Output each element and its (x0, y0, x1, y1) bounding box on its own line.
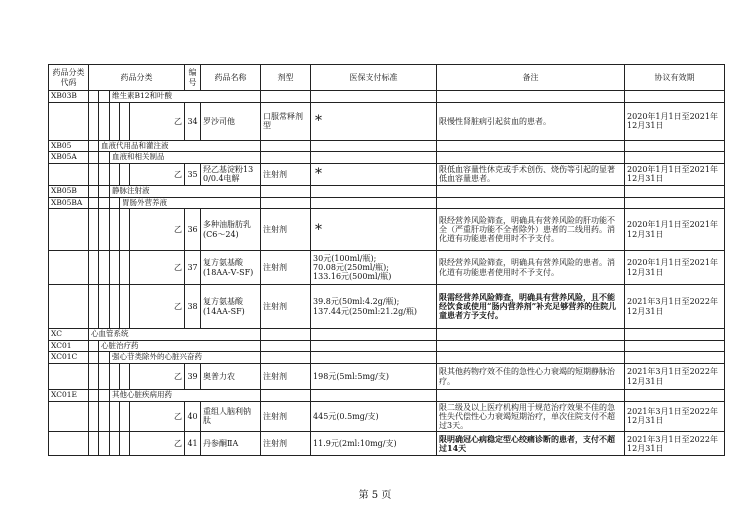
form-cell: 注射剂 (261, 285, 311, 329)
category-label: 维生素B12和叶酸 (110, 91, 261, 103)
grade-cell: 乙 (130, 163, 185, 185)
drug-name-cell: 多种油脂肪乳(C6～24) (201, 209, 261, 251)
period-cell: 2020年1月1日至2021年12月31日 (625, 163, 725, 185)
form-cell: 注射剂 (261, 401, 311, 432)
grade-cell: 乙 (130, 364, 185, 390)
form-cell: 注射剂 (261, 364, 311, 390)
grade-cell: 乙 (130, 285, 185, 329)
category-code: XB05B (49, 185, 89, 197)
header-price: 医保支付标准 (311, 65, 437, 91)
grade-cell: 乙 (130, 401, 185, 432)
header-period: 协议有效期 (625, 65, 725, 91)
category-label: 血液和相关制品 (110, 152, 261, 164)
num-cell: 40 (185, 401, 201, 432)
drug-name-cell: 羟乙基淀粉130/0.4电解 (201, 163, 261, 185)
category-code: XC (49, 329, 89, 341)
drug-name-cell: 奥普力农 (201, 364, 261, 390)
note-cell: 限明确冠心病稳定型心绞痛诊断的患者，支付不超过14天 (437, 432, 625, 456)
price-cell: 11.9元(2ml:10mg/支) (311, 432, 437, 456)
drug-row (49, 401, 725, 432)
category-code: XB03B (49, 91, 89, 103)
category-row (49, 390, 725, 402)
category-code: XB05A (49, 152, 89, 164)
form-cell: 口服常释剂型 (261, 102, 311, 140)
grade-cell: 乙 (130, 102, 185, 140)
period-cell: 2020年1月1日至2021年12月31日 (625, 209, 725, 251)
num-cell: 35 (185, 163, 201, 185)
drug-list-table (48, 64, 725, 456)
price-line: 137.44元(250ml:21.2g/瓶) (313, 306, 418, 316)
header-name: 药品名称 (201, 65, 261, 91)
price-line: 133.16元(500ml/瓶) (313, 272, 392, 282)
num-cell: 41 (185, 432, 201, 456)
note-cell: 限低血容量性休克或手术创伤、烧伤等引起的显著低血容量患者。 (437, 163, 625, 185)
drug-table-sheet (48, 64, 724, 460)
category-row (49, 185, 725, 197)
category-label: 血液代用品和灌注液 (99, 140, 261, 152)
category-code: XB05BA (49, 197, 89, 209)
category-label: 其他心脏疾病用药 (110, 390, 261, 402)
category-label: 胃肠外营养液 (120, 197, 261, 209)
category-row (49, 340, 725, 352)
price-line: 30元(100ml/瓶); (313, 253, 377, 263)
period-cell: 2020年1月1日至2021年12月31日 (625, 251, 725, 285)
price-cell: * (311, 163, 437, 185)
header-row (49, 65, 725, 91)
page-number: 第 5 页 (358, 490, 392, 501)
category-label: 强心苷类除外的心脏兴奋药 (110, 352, 261, 364)
note-cell: 限慢性肾脏病引起贫血的患者。 (437, 102, 625, 140)
drug-row (49, 163, 725, 185)
category-label: 心血管系统 (89, 329, 261, 341)
header-num: 编号 (185, 65, 201, 91)
drug-name-cell: 复方氨基酸(18AA-Ⅴ-SF) (201, 251, 261, 285)
price-line: 39.8元(50ml:4.2g/瓶); (313, 297, 400, 307)
period-cell: 2021年3月1日至2022年12月31日 (625, 285, 725, 329)
price-cell (311, 285, 437, 329)
period-cell: 2020年1月1日至2021年12月31日 (625, 102, 725, 140)
category-label: 心脏治疗药 (99, 340, 261, 352)
drug-name-cell: 罗沙司他 (201, 102, 261, 140)
price-cell: * (311, 102, 437, 140)
period-cell: 2021年3月1日至2022年12月31日 (625, 401, 725, 432)
note-cell: 限经营养风险筛查，明确具有营养风险的肝功能不全（严重肝功能不全者除外）患者的二线用药。消化道有功能患者使用时不予支付。 (437, 209, 625, 251)
header-category: 药品分类 (89, 65, 185, 91)
form-cell: 注射剂 (261, 432, 311, 456)
drug-name-cell: 复方氨基酸(14AA-SF) (201, 285, 261, 329)
num-cell: 38 (185, 285, 201, 329)
grade-cell: 乙 (130, 251, 185, 285)
price-cell: 445元(0.5mg/支) (311, 401, 437, 432)
category-row (49, 329, 725, 341)
form-cell: 注射剂 (261, 251, 311, 285)
note-cell: 限经营养风险筛查，明确具有营养风险的患者。消化道有功能患者使用时不予支付。 (437, 251, 625, 285)
category-code: XC01C (49, 352, 89, 364)
category-code: XC01E (49, 390, 89, 402)
drug-row (49, 432, 725, 456)
price-cell: 198元(5ml:5mg/支) (311, 364, 437, 390)
category-label: 静脉注射液 (110, 185, 261, 197)
header-form: 剂型 (261, 65, 311, 91)
num-cell: 39 (185, 364, 201, 390)
num-cell: 37 (185, 251, 201, 285)
category-row (49, 352, 725, 364)
num-cell: 36 (185, 209, 201, 251)
grade-cell: 乙 (130, 209, 185, 251)
num-cell: 34 (185, 102, 201, 140)
form-cell: 注射剂 (261, 163, 311, 185)
grade-cell: 乙 (130, 432, 185, 456)
category-row (49, 152, 725, 164)
header-note: 备注 (437, 65, 625, 91)
drug-row (49, 285, 725, 329)
form-cell: 注射剂 (261, 209, 311, 251)
category-code: XB05 (49, 140, 89, 152)
price-cell: * (311, 209, 437, 251)
drug-row (49, 102, 725, 140)
note-cell: 限需经营养风险筛查，明确具有营养风险，且不能经饮食或使用“肠内营养剂”补充足够营养的住院儿童患者方予支付。 (437, 285, 625, 329)
note-cell: 限二级及以上医疗机构用于规范治疗效果不佳的急性失代偿性心力衰竭短期治疗，单次住院支付不超过3天。 (437, 401, 625, 432)
category-code: XC01 (49, 340, 89, 352)
price-line: 70.08元(250ml/瓶); (313, 263, 389, 273)
period-cell: 2021年3月1日至2022年12月31日 (625, 432, 725, 456)
category-row (49, 140, 725, 152)
drug-name-cell: 丹参酮ⅡA (201, 432, 261, 456)
price-cell (311, 251, 437, 285)
drug-row (49, 364, 725, 390)
header-code: 药品分类代码 (49, 65, 89, 91)
note-cell: 限其他药物疗效不佳的急性心力衰竭的短期静脉治疗。 (437, 364, 625, 390)
category-row (49, 197, 725, 209)
period-cell: 2021年3月1日至2022年12月31日 (625, 364, 725, 390)
drug-name-cell: 重组人脑利钠肽 (201, 401, 261, 432)
drug-row (49, 251, 725, 285)
drug-row (49, 209, 725, 251)
category-row (49, 91, 725, 103)
